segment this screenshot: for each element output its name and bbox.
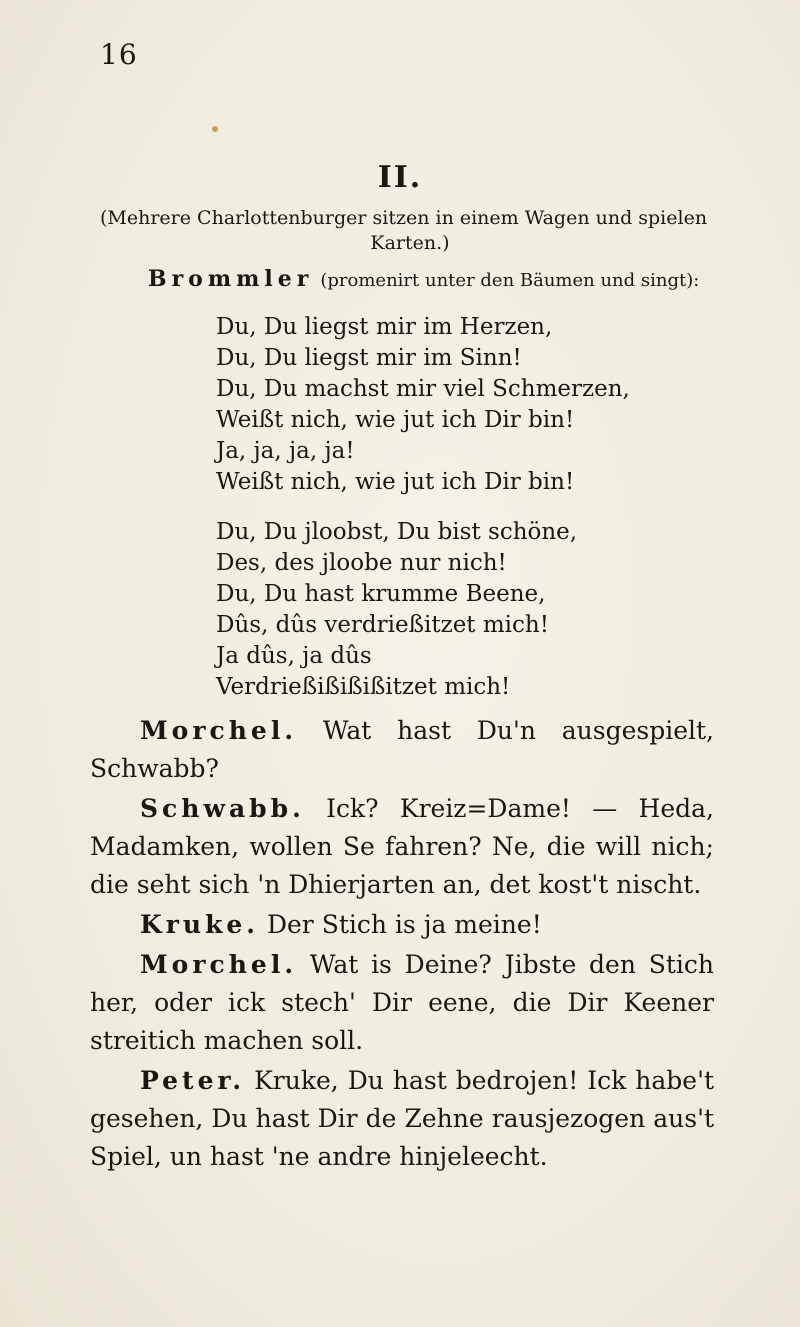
dialogue-line bbox=[90, 1062, 714, 1176]
dialogue-speaker: Peter. bbox=[140, 1066, 246, 1095]
verse-line: Ja dûs, ja dûs bbox=[216, 643, 372, 669]
stage-direction-line-1: (Mehrere Charlottenburger sitzen in einem Wagen und spielen bbox=[100, 207, 708, 229]
song-stanza-2 bbox=[216, 517, 696, 703]
verse-line: Du, Du hast krumme Beene, bbox=[216, 581, 546, 607]
verse-line: Du, Du machst mir viel Schmerzen, bbox=[216, 376, 630, 402]
dialogue-speaker: Morchel. bbox=[140, 950, 298, 979]
dialogue bbox=[90, 712, 714, 1176]
stage-direction bbox=[100, 206, 720, 256]
dialogue-text: Kruke, Du hast bedrojen! Ick habe't gesehen, Du hast Dir de Zehne rausjezogen aus't Spiel, un hast 'ne andre hinjeleecht. bbox=[90, 1066, 714, 1171]
stage-direction-line-2: Karten.) bbox=[370, 232, 450, 254]
verse-line: Dûs, dûs verdrießitzet mich! bbox=[216, 612, 549, 638]
page-number: 16 bbox=[100, 38, 138, 71]
dialogue-line bbox=[90, 712, 714, 788]
verse-line: Du, Du liegst mir im Herzen, bbox=[216, 314, 553, 340]
song-direction: (promenirt unter den Bäumen und singt): bbox=[320, 270, 700, 291]
song-stanza-1 bbox=[216, 312, 696, 498]
dialogue-text: Wat is Deine? Jibste den Stich her, oder ick stech' Dir eene, die Dir Keener streitich machen soll. bbox=[90, 950, 714, 1055]
speaker-name: Brommler bbox=[148, 266, 314, 292]
dialogue-line bbox=[90, 906, 714, 944]
dialogue-line bbox=[90, 946, 714, 1060]
verse-line: Du, Du liegst mir im Sinn! bbox=[216, 345, 522, 371]
verse-line: Ja, ja, ja, ja! bbox=[216, 438, 355, 464]
dialogue-speaker: Morchel. bbox=[140, 716, 298, 745]
dialogue-line bbox=[90, 790, 714, 904]
dialogue-text: Ick? Kreiz=Dame! — Heda, Madamken, wollen Se fahren? Ne, die will nich; die seht sich 'n Dhierjarten an, det kost't nischt. bbox=[90, 794, 714, 899]
dialogue-text: Wat hast Du'n ausgespielt, Schwabb? bbox=[90, 716, 714, 783]
ink-spot-icon bbox=[212, 126, 218, 132]
dialogue-text: Der Stich is ja meine! bbox=[266, 910, 542, 939]
verse-line: Des, des jloobe nur nich! bbox=[216, 550, 507, 576]
scene-number: II. bbox=[377, 160, 423, 195]
verse-line: Weißt nich, wie jut ich Dir bin! bbox=[216, 407, 575, 433]
verse-line: Du, Du jloobst, Du bist schöne, bbox=[216, 519, 578, 545]
verse-line: Weißt nich, wie jut ich Dir bin! bbox=[216, 469, 575, 495]
song-intro bbox=[148, 266, 748, 292]
dialogue-speaker: Schwabb. bbox=[140, 794, 305, 823]
verse-line: Verdrießißißißitzet mich! bbox=[216, 674, 511, 700]
dialogue-speaker: Kruke. bbox=[140, 910, 260, 939]
